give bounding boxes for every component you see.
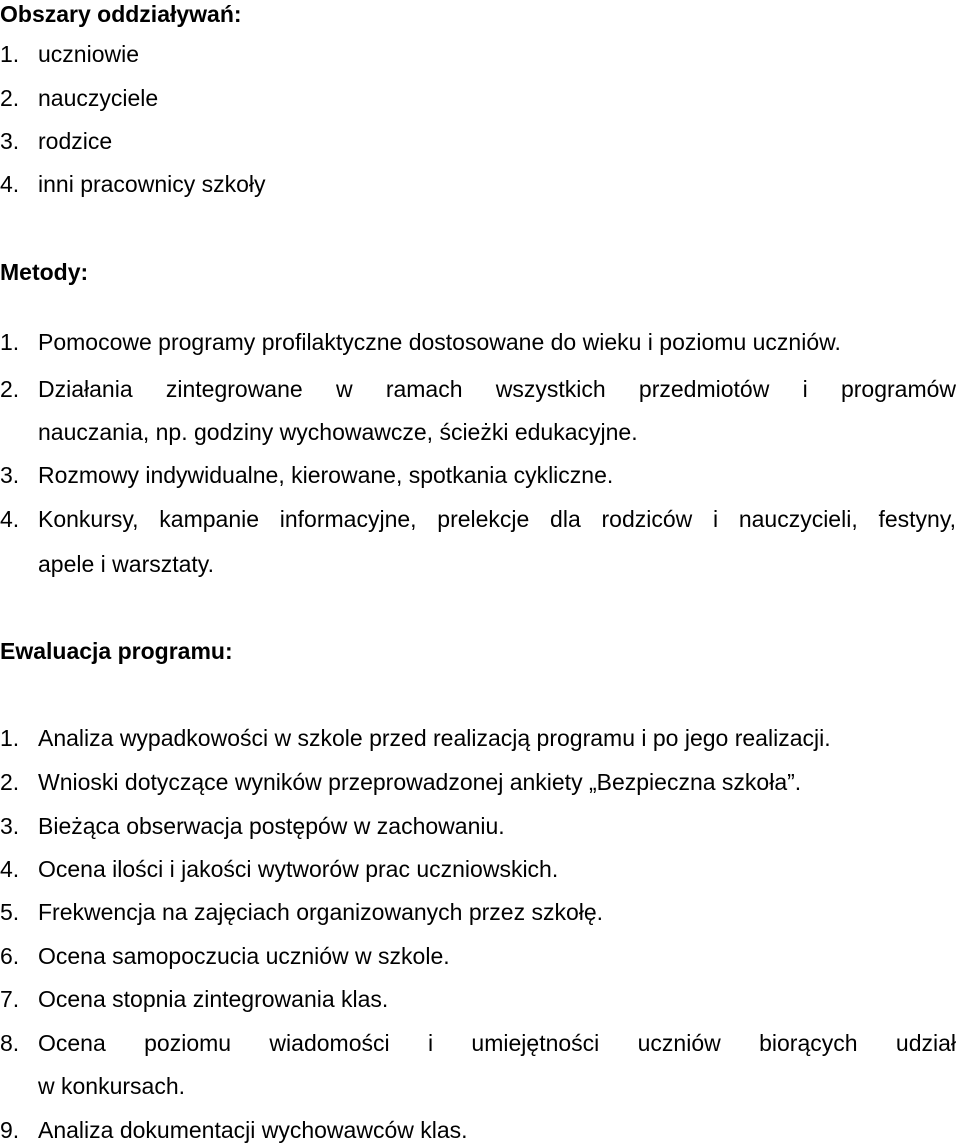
section-title-metody: Metody: [0,259,89,285]
list-number: 6. [0,943,20,969]
list-text: Ocena samopoczucia uczniów w szkole. [38,943,450,969]
list-item [0,328,956,356]
list-item [0,1116,956,1144]
list-item [0,170,956,198]
list-item [0,898,956,926]
list-text: Rozmowy indywidualne, kierowane, spotkania cykliczne. [38,462,614,488]
list-number: 5. [0,899,20,925]
list-number: 1. [0,329,20,355]
list-text: inni pracownicy szkoły [38,171,266,197]
list-number: 1. [0,725,20,751]
list-text: Frekwencja na zajęciach organizowanych przez szkołę. [38,899,604,925]
section-title-ewaluacja: Ewaluacja programu: [0,638,233,664]
list-item [0,1029,956,1057]
list-text: uczniowie [38,41,139,67]
list-item [0,375,956,403]
list-number: 2. [0,85,20,111]
list-item [0,127,956,155]
list-number: 3. [0,813,20,839]
list-item [0,985,956,1013]
list-text: Bieżąca obserwacja postępów w zachowaniu. [38,813,505,839]
list-item [0,84,956,112]
list-text-continuation: apele i warsztaty. [38,551,214,577]
list-text: rodzice [38,128,113,154]
list-item [0,505,956,533]
list-text: Ocena ilości i jakości wytworów prac uczniowskich. [38,856,559,882]
list-number: 7. [0,986,20,1012]
list-number: 4. [0,171,20,197]
list-text-continuation: nauczania, np. godziny wychowawcze, ścieżki edukacyjne. [38,419,638,445]
list-number: 9. [0,1117,20,1143]
list-number: 4. [0,506,20,532]
list-number: 3. [0,128,20,154]
list-item [0,855,956,883]
list-item [0,461,956,489]
list-number: 1. [0,41,20,67]
list-number: 4. [0,856,20,882]
section-title-oddzialywania: Obszary oddziaływań: [0,1,242,27]
list-text: Pomocowe programy profilaktyczne dostosowane do wieku i poziomu uczniów. [38,329,841,355]
list-number: 2. [0,376,20,402]
list-number: 2. [0,769,20,795]
list-item [0,942,956,970]
list-text: nauczyciele [38,85,159,111]
list-text: Ocena poziomu wiadomości i umiejętności uczniów biorących udział [38,1030,956,1056]
list-text: Działania zintegrowane w ramach wszystkich przedmiotów i programów [38,376,956,402]
list-item [0,40,956,68]
list-text-continuation: w konkursach. [38,1073,186,1099]
list-text: Analiza dokumentacji wychowawców klas. [38,1117,468,1143]
list-text: Konkursy, kampanie informacyjne, prelekcje dla rodziców i nauczycieli, festyny, [38,506,956,532]
list-item [0,768,956,796]
list-number: 8. [0,1030,20,1056]
list-text: Ocena stopnia zintegrowania klas. [38,986,389,1012]
list-item [0,812,956,840]
list-text: Wnioski dotyczące wyników przeprowadzonej ankiety „Bezpieczna szkoła”. [38,769,802,795]
list-text: Analiza wypadkowości w szkole przed realizacją programu i po jego realizacji. [38,725,831,751]
list-item [0,724,956,752]
list-number: 3. [0,462,20,488]
